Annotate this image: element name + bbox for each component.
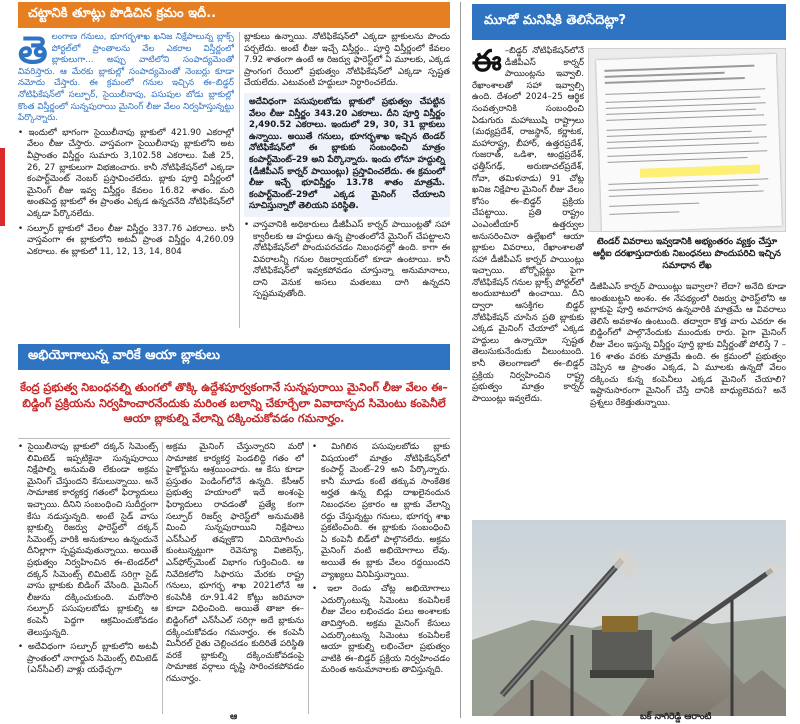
bottom-left-headline: అభియోగాలున్న వారికే ఆయా బ్లాకులు	[28, 348, 220, 363]
column-divider	[162, 442, 163, 714]
bullet-paragraph: • వాస్తవానికి అధికారులు డీజీపీఎస్ కార్నర్ పాయింట్లతో సహా క్వారీలకు ఆ హద్దులు ఉన్న ప్రాంతంలోనే మైనింగ్ చేపట్టాలని నోటిఫికేషన్‌లో పొందుపరచడం నిబంధనల్లో ఉంది. కాగా ఈ వివరాలన్నీ గనుల రిజర్వాయర్‌లో కూడా ఉంటాయి. కానీ నోటిఫికేషన్‌లో ఇవ్వకపోవడం చూస్తున్నా అనుమానాలు, దాని వెనుక అసలు మతలబు దాగి ఉన్నదని స్పష్టమవుతోంది.	[244, 220, 450, 301]
quarry-illustration	[472, 520, 786, 716]
bullet-paragraph: • సల్ఫూర్ బ్లాకులో వేలం లీజు విస్తీర్ణం 337.76 ఎకరాలు. కానీ వాస్తవంగా ఈ బ్లాకులోని అటవీ ప్రాంత విస్తీర్ణం 4,260.09 ఎకరాలు. ఈ బ్లాకులో 11, 12, 13, 14, 804	[18, 224, 234, 259]
top-left-headline: చట్టానికి తూట్లు పొడిచిన క్రమం ఇదీ..	[28, 6, 217, 21]
page-divider	[460, 2, 461, 718]
bullet-paragraph: • ఇందులో భాగంగా సైయిలీనాపు బ్లాకులో 421.90 ఎకరాల్లో వేలం లీజు చేస్తారు. వాస్తవంగా సైయిలీనాపు బ్లాకులోని అట వీప్రాంతం విస్తీర్ణం సుమారు 3,102.58 ఎకరాలు. పేజీ 25, 26, 27 బ్లాకులుగా విభజించారు. కానీ నోటిఫికేషన్‌లో ఎక్కడా కంపార్ట్‌మెంట్ నెంబర్ ప్రస్తావించలేదు. బ్లాకు పూర్తి విస్తీర్ణంలో మైనింగ్ లీజు ఇవ్వ విస్తీర్ణం కేవలం 16.82 శాతం. మరి అంతపెద్ద బ్లాకులో ఈ ప్రాంతం ఎక్కడ ఉన్నదనేది నోటిఫికేషన్‌లో ఎక్కడా పేర్కొనలేదు.	[18, 128, 234, 221]
body-paragraph: బ్లాకులు ఉన్నాయి. నోటిఫికేషన్‌లో ఎక్కడా బ్లాకులను పొందు పర్చలేదు. అంటే లీజు ఇచ్చే విస్తీర్ణం.. పూర్తి విస్తీర్ణంలో కేవలం 7.92 శాతంగా ఉంటే ఆ రిజర్వు ఫారెస్ట్‌లో ఏ మూలకు, ఎక్కడ ప్రాంగంగ రేయిలో ప్రభుత్వం నోటిఫికేషన్‌లో ఎక్కడా స్పష్టత చేయలేదు. ఎటువంటి హద్దులూ నిర్ధారించలేదు.	[244, 32, 450, 89]
body-text: –బిడ్డర్ నోటిఫికేషన్‌లోనే డీజీపీఎస్ కార్నర్ పాయింట్లను ఇవ్వాలి. రేఖాంశాలతో సహా ఇవ్వాల్సి ఉంది. దేశంలో 2024–25 ఆర్థిక సంవత్సరానికి సంబంధించి ఏడుగురు మహాఋషి రాష్ట్రాలు (మధ్యప్రదేశ్, రాజస్థాన్, కర్ణాటక, మహారాష్ట్ర, బీహార్, ఉత్తరప్రదేశ్, గుజరాత్, ఒడిశా, ఆంధ్రప్రదేశ్, ఛత్తీస్‌గఢ్, అరుణాచల్‌ప్రదేశ్, గోవా, తమిళనాడు) 91 చోట్ల ఖనిజ నిక్షేపాల మైనింగ్ లీజు వేలం కోసం ఈ–బిడ్డర్ ప్రక్రియ చేపట్టాయి. ప్రతి రాష్ట్రం ఎంఎంటీయార్ ఉత్తర్వుల అనుసరించినా ఉల్లేఖలో ఆయా బ్లాకుల వివరాలు, రేఖాంశాలతో సహా డీజీపీఎస్ కార్నర్ పాయింట్లు ఇచ్చాయి. బోర్బోప్లట్టు పైగా నోటిఫికేషన్ గనుల బ్లాక్స్ పోర్టల్‌లో అందుబాటులో ఉంచాయి. దీని ద్వారా ఆసక్తిగల బిడ్డర్ నోటిఫికేషన్ చూసిన ప్రతి బ్లాకుకు ఎక్కడ మైనింగ్ చేయాలో ఎక్కడ హద్దులు ఉన్నాయో స్పష్టత తెలుసుకునేందుకు వీలుంటుంది. కానీ తెలంగాణలో ఈ–బిడ్డర్ ప్రక్రియ నిర్వహించిన రాష్ట్ర ప్రభుత్వం మాత్రం కార్నర్ పాయింట్లు ఇవ్వలేదు.	[472, 46, 584, 404]
footer-byline: బక్ నాగిరెడ్డి ఆరాంటి	[640, 712, 712, 722]
rti-letter-image	[588, 48, 786, 232]
column-divider	[308, 442, 309, 714]
section-rule	[18, 438, 450, 439]
sub-headline: కేంద్ర ప్రభుత్వ నిబంధనల్ని తుంగలో తొక్కి ఉద్దేశపూర్వకంగానే సున్నపురాయి మైనింగ్ లీజు వేలం ఈ–బిడ్డింగ్ ప్రక్రియను నిర్వహించారనేందుకు మరింత బలాన్ని చేకూర్చేలా వివాదాస్పద సిమెంటు కంపెనీలే ఆయా బ్లాకుల్ని వేలాన్ని దక్కించుకోవడం గమనార్హం.	[20, 381, 448, 425]
stone-crusher-photo	[472, 520, 786, 716]
intro-paragraph	[18, 32, 234, 125]
top-left-headline-bar	[18, 2, 450, 28]
top-left-column-2	[244, 32, 450, 332]
top-left-column-1	[18, 32, 234, 332]
body-paragraph	[472, 46, 584, 405]
bottom-left-headline-bar	[18, 344, 450, 370]
right-column-1	[472, 46, 584, 516]
bullet-paragraph: • సైయిలీనాపు బ్లాకులో దక్కన్ సిమెంట్స్ లిమిటెడ్ ఇప్పటికైనా సున్నపురాయి నిక్షేపాల్ని అనుమతి లేకుండా అక్రమ మైనింగ్ చేస్తుందని కేసులున్నాయి. అనే సామాజిక కార్యకర్త గతంలో ఫిర్యాదులు ఇచ్చాయి. దీనిని సంబంధించి సుదీర్ఘంగా కేసు నడుస్తున్నది. అంటే సైడ్ వాసు బ్లాకుల్ని రిజర్వు ఫారెస్ట్‌లో దక్కన్ సిమెంట్స్ వారికి అనుకూలం ఉన్నందునే దీనిల్లాగా స్పష్టమవుతున్నాయి. అయితే ప్రభుత్వం నిర్వహించిన ఈ–టెండర్‌లో దక్కన్ సిమెంట్స్ లిమిటెడ్ సరిగ్గా సైడ్ వాసు బ్లాకుకు బిడింగ్ వేసింది. మైనింగ్ లీజును దక్కించుకుంది. మరోసారి సల్ఫూర్ పసుపులబోడు బ్లాకుల్ని ఆ కంపెనీ పెద్దగా ఆక్రమించుకోవడం తెలుస్తున్నది.	[18, 442, 158, 639]
bottom-left-column-3	[312, 442, 450, 718]
column-divider	[239, 32, 240, 328]
right-column-2	[590, 282, 786, 514]
drop-cap: ఈ	[472, 46, 502, 79]
bullet-paragraph: • అదేవిధంగా సల్ఫూర్ బ్లాకులోని అటవీ ప్రాంతంలో నాగార్జున సిమెంట్స్ లిమిటెడ్ (ఎన్‌సీఎల్) వాళ్లు యధేచ్ఛగా	[18, 642, 158, 677]
document-sheet	[596, 54, 782, 232]
drop-cap: తె	[18, 32, 48, 72]
bottom-left-column-1	[18, 442, 158, 718]
body-paragraph: అక్రమ మైనింగ్ చేస్తున్నారని మరో సామాజిక కార్యకర్త పెండలిద్ది గతం లో హైకోర్టును ఆశ్రయించారు. ఆ కేసు కూడా ప్రస్తుతం పెండింగ్‌లోనే ఉన్నది. కేసీఆర్ ప్రభుత్వ హయాంలో ఇదే అంశంపై ఫిర్యాదులు రావడంతో ప్రత్యే కంగా సల్ఫూర్ రిజర్వ్ ఫారెస్ట్‌లో అనుమతికి మించి సున్నపురాయిని నిక్షేపాలు ఎన్‌సీఎల్ తవ్వుకొని వినియోగించు కుంటున్నట్టుగా రెవెన్యూ విజిలెన్స్, ఎన్‌ఫోర్స్‌మెంట్ విభాగం గుర్తించింది. ఆ నివేదికలోని సిఫారసు మేరకు రాష్ట్ర గనులు, భూగర్భ శాఖ 2021లోనే ఆ కంపెనీకి రూ.91.42 కోట్లు జరిమానా కూడా విధించింది. అయితే తాజా ఈ–బిడ్డింగ్‌లో ఎన్‌సీఎల్ సరిగ్గా అదే బ్లాకును దక్కించుకోవడం గమనార్హం. ఈ కంపెనీ మినీరల్ రైతు చెల్లించడం కుదిరితే పరిస్థితి వరకే బ్లాకుల్ని దక్కించుకోవడంపై సామాజిక వర్గాలు దృష్టి సారించకపోవడం గమనార్హం.	[166, 442, 304, 684]
body-paragraph: డీజీపీఎస్ కార్నర్ పాయింట్లు ఇవ్వాలా? లేదా? అనేది కూడా అంతుబట్టని అంశం. ఈ నేపథ్యంలో రిజర్వు ఫారెస్ట్‌లోని ఆ బ్లాకుపై పూర్తి అవగాహన ఉన్నవారికి మాత్రమే ఆ వివరాలు తెలిసే అవకాశం ఉంటుంది. తద్వారా కొత్త వారు ఎవరూ ఈ బిడ్డింగ్‌లో పాల్గొనేందుకు ముందుకు రారు. పైగా మైనింగ్ లీజు వేలం ఇస్తున్న విస్తీర్ణం పూర్తి బ్లాకు విస్తీర్ణంతో పోలిస్తే 7 –16 శాతం వరకు మాత్రమే ఉంది. ఈ క్రమంలో ప్రభుత్వం చెప్పిన ఆ ప్రాంతం ఎక్కడ, ఏ మూలకు ఉన్నదో వేలం దక్కించు కున్న కంపెనీలు ఎక్కడ మైనింగ్ చేయాలి? ఇష్టానుసారంగా మైనింగ్ చేస్తే దానికి బాధ్యులెవరు? అనే ప్రశ్నలు రేకెత్తుతున్నాయి.	[590, 282, 786, 408]
right-headline: మూడో మనిషికి తెలిసేదెట్లా?	[484, 13, 627, 28]
bullet-paragraph: • ఇలా రెండు చోట్ల అభియోగాలు ఎదుర్కొంటున్న సిమెంటు కంపెనీలకే లీజు వేలం లభించడం పలు అంశాలకు తావిస్తోంది. అక్రమ మైనింగ్ కేసులు ఎదుర్కొంటున్న సిమెంటు కంపెనీలకే ఆయా బ్లాకుల్ని లభించేలా ప్రభుత్వం వాటికి ఈ–బిడ్డర్ ప్రక్రియ నిర్వహించడం మరింత అనుమానాలకు తావిస్తున్నది.	[312, 584, 450, 677]
highlight-box: అదేవిధంగా పసుపులబోడు బ్లాకులో ప్రభుత్వం చేపట్టిన వేలం లీజు విస్తీర్ణం 343.20 ఎకరాలు. దీని పూర్తి విస్తీర్ణం 2,490.52 ఎకరాలు. ఇందులో 29, 30, 31 బ్లాకులు ఉన్నాయి. అయితే గనులు, భూగర్భశాఖ ఇచ్చిన టెండర్ నోటిఫికేషన్‌లో ఈ బ్లాకుకు సంబంధించి మాత్రం కంపార్ట్‌మెంట్–29 అని పేర్కొన్నారు. ఇందు లోనూ హద్దుల్ని (డీజీపీఎస్ కార్నర్ పాయింట్లు) ప్రస్తావించలేదు. ఈ క్రమంలో లీజు ఇచ్చే భూవిస్తీర్ణం 13.78 శాతం మాత్రమే. కంపార్ట్‌మెంట్–29లో ఎక్కడ మైనింగ్ చేయాలని సూచిస్తున్నారో తెలియని పరిస్థితి.	[244, 93, 450, 217]
image-caption: టెండర్ వివరాలు ఇవ్వడానికి అభ్యంతరం వ్యక్తం చేస్తూ ఆర్టీఐ దరఖాస్తుదారుకు నిబంధనలు పొందుపరిచి ఇచ్చిన సమాధాన లేఖ	[593, 237, 781, 271]
highlighted-text	[640, 165, 760, 178]
footer-left: ఆ	[230, 712, 238, 722]
bottom-left-column-2	[166, 442, 304, 718]
red-margin-marker	[0, 148, 5, 226]
intro-text: లంగాణ గనులు, భూగర్భశాఖ ఖనిజ నిక్షేపాలున్న బ్లాక్స్ పోర్టల్‌లో ప్రాంతాలను వేల ఎకరాల విస్తీర్ణంలో బ్లాకులుగా... అప్పు వాటిలోని సంపాద్యమెంతో వివరిస్తారు. ఆ మేరకు బ్లాకుల్లో సంపాద్యమెంతో నెంబర్లు కూడా నమోదు చేస్తారు. ఈ క్రమంలో గనుల ఇచ్చిన ఈ–బిడ్డర్ నోటిఫికేషన్‌లో సల్ఫూర్, సైయిలీనాపు, పసుపుల బోడు బ్లాకుల్లో కొంత విస్తీర్ణంలో సున్నపురాయి మైనింగ్ లీజు వేలం నిర్వహిస్తున్నట్టు పేర్కొన్నారు.	[18, 32, 234, 124]
right-headline-bar	[472, 4, 786, 40]
bullet-paragraph: • మిగిలిన పసుపులబోడు బ్లాకు విషయంలో మాత్రం నోటిఫికేషన్‌లో కంపార్ట్ మెంట్–29 అని పేర్కొన్నారు. కానీ మూడు కంటే తక్కువ సాంకేతిక అర్హత ఉన్న బిడ్లు దాఖలైనందున నిబంధనల ప్రకారం ఆ బ్లాకు వేలాన్ని రద్దు చేస్తున్నట్టు గనులు, భూగర్భ శాఖ ప్రకటించింది. ఈ బ్లాకుకు సంబంధించి ఏ కంపెనీ బిడ్‌లో పాల్గొనలేదు. అక్రమ మైనింగ్ వంటి అభియోగాలు లేవు. అయితే ఈ బ్లాకు వేలం రద్దయిందని వ్యాఖ్యలు వినిపిస్తున్నాయి.	[312, 442, 450, 581]
